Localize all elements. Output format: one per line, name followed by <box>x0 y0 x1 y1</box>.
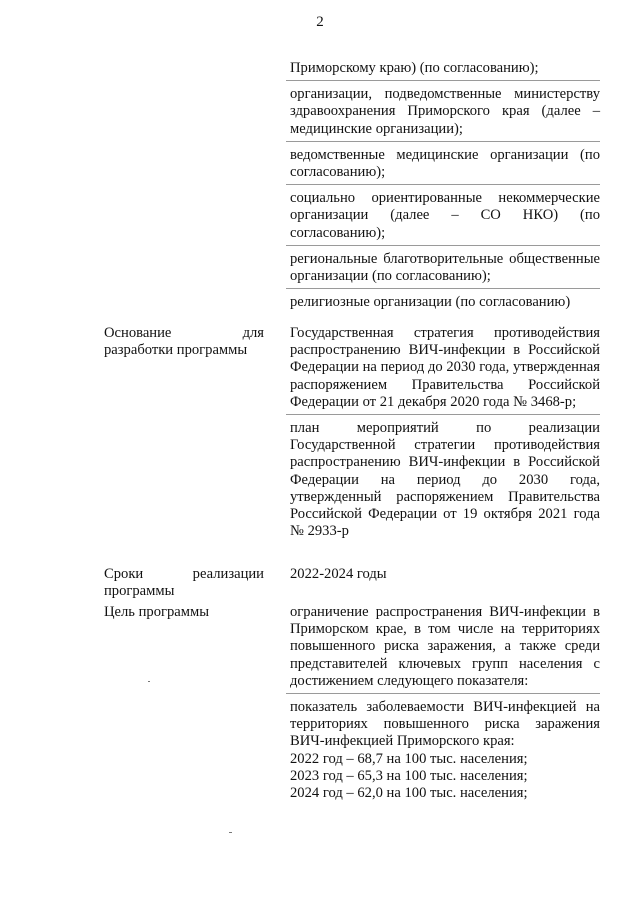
intro-item: региональные благотворительные общественные организации (по согласованию); <box>290 250 600 285</box>
intro-item: социально ориентированные некоммерческие организации (далее – СО НКО) (по согласованию); <box>290 190 600 241</box>
goal-value: 2024 год – 62,0 на 100 тыс. населения; <box>290 785 528 802</box>
divider <box>286 80 600 81</box>
goal-content <box>290 604 600 802</box>
intro-item: Приморскому краю) (по согласованию); <box>290 60 539 76</box>
goal-description: ограничение распространения ВИЧ-инфекции в Приморском крае, в том числе на территориях повышенного риска заражения, а также среди представителей ключевых групп населения с достижением следующего показателя: <box>290 604 600 689</box>
terms-value: 2022-2024 годы <box>290 566 387 582</box>
scan-speck <box>148 681 150 682</box>
divider <box>286 414 600 415</box>
goal-indicator: показатель заболеваемости ВИЧ-инфекцией на территориях повышенного риска заражения ВИЧ-инфекцией Приморского края: <box>290 699 600 750</box>
intro-content <box>290 60 600 311</box>
intro-item: религиозные организации (по согласованию) <box>290 294 571 311</box>
goal-value: 2023 год – 65,3 на 100 тыс. населения; <box>290 767 528 784</box>
goal-label: Цель программы <box>104 604 210 620</box>
intro-item: организации, подведомственные министерству здравоохранения Приморского края (далее – медицинские организации); <box>290 86 600 137</box>
divider <box>286 693 600 694</box>
divider <box>286 245 600 246</box>
basis-document: Государственная стратегия противодействия распространению ВИЧ-инфекции в Российской Федерации на период до 2030 года, утвержденная распоряжением Правительства Российской Федерации от 21 декабря 2020 года № 3468-р; <box>290 325 600 410</box>
divider <box>286 288 600 289</box>
terms-label: Сроки реализации программы <box>104 566 264 600</box>
basis-document: план мероприятий по реализации Государственной стратегии противодействия распространению ВИЧ-инфекции в Российской Федерации на период до 2030 года, утвержденный распоряжением Правительства Российской Федерации от 19 октября 2021 года № 2933-р <box>290 420 600 540</box>
terms-content <box>290 566 600 583</box>
page-number: 2 <box>316 14 324 30</box>
intro-item: ведомственные медицинские организации (по согласованию); <box>290 146 600 181</box>
basis-label: Основание для разработки программы <box>104 325 264 359</box>
divider <box>286 184 600 185</box>
goal-value: 2022 год – 68,7 на 100 тыс. населения; <box>290 750 528 767</box>
divider <box>286 141 600 142</box>
scan-speck <box>229 832 232 833</box>
basis-content <box>290 325 600 540</box>
